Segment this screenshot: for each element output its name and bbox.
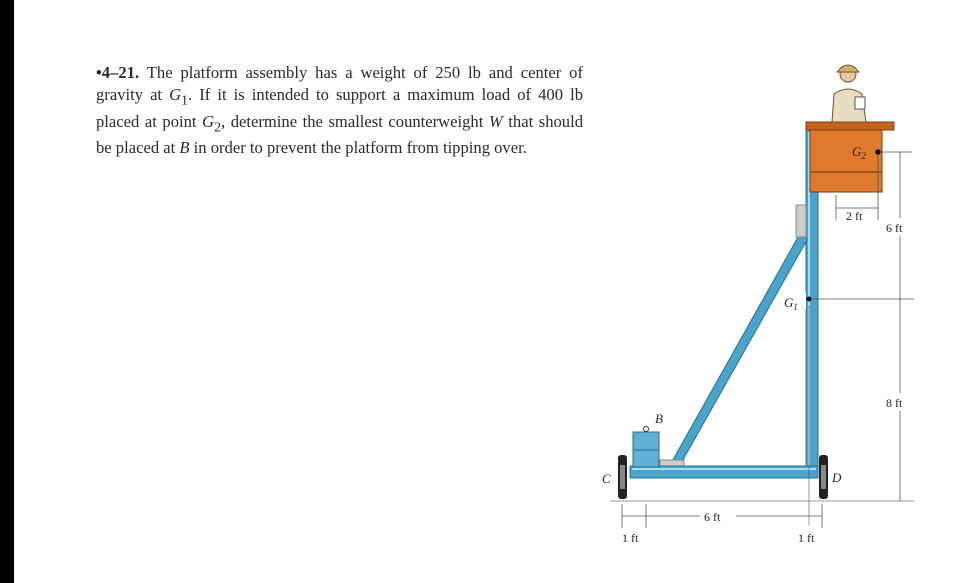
base-beam bbox=[630, 466, 818, 478]
b-symbol: B bbox=[179, 138, 190, 158]
g2-label: $G_2$ bbox=[852, 144, 866, 161]
wheel-c-hub bbox=[620, 465, 625, 489]
page bbox=[14, 0, 975, 583]
worker-clipboard bbox=[855, 97, 865, 109]
problem-text-5: in order to prevent the platform from tipping over. bbox=[189, 138, 527, 158]
problem-text-1: The platform assembly has a weight of 250 lb and center of gravity at bbox=[96, 63, 583, 104]
g1-symbol: G bbox=[169, 84, 182, 104]
diagonal-brace bbox=[670, 230, 807, 465]
problem-text-4: that should be placed at bbox=[96, 111, 584, 158]
g1-subscript: 1 bbox=[181, 91, 189, 107]
platform-figure bbox=[14, 0, 975, 583]
w-symbol: W bbox=[488, 111, 503, 131]
dim-1ft-right-label: 1 ft bbox=[798, 531, 815, 545]
brace-top-plate bbox=[796, 205, 806, 237]
g2-point bbox=[875, 149, 881, 155]
dim-1ft-left-label: 1 ft bbox=[622, 531, 639, 545]
dim-2ft-label: 2 ft bbox=[846, 209, 863, 223]
dim-6ft-horizontal-label: 6 ft bbox=[704, 510, 721, 524]
g2-subscript: 2 bbox=[214, 118, 221, 134]
dim-6ft-vertical-label: 6 ft bbox=[886, 221, 903, 235]
label-c: C bbox=[602, 471, 611, 486]
platform-bucket bbox=[810, 130, 882, 192]
wheel-d-hub bbox=[821, 465, 826, 489]
g1-label: $G_1$ bbox=[784, 295, 798, 312]
g1-point bbox=[807, 297, 812, 302]
problem-text-3: , determine the smallest counterweight bbox=[221, 111, 489, 131]
label-b: B bbox=[655, 411, 663, 426]
label-d: D bbox=[832, 470, 842, 485]
problem-text-2: . If it is intended to support a maximum load of 400 lb placed at point bbox=[96, 84, 583, 131]
problem-number: •4–21. bbox=[96, 63, 140, 82]
bucket-rim bbox=[806, 122, 894, 130]
dim-8ft-label: 8 ft bbox=[886, 396, 903, 410]
counterweight-hook bbox=[644, 427, 649, 432]
worker-helmet bbox=[837, 65, 859, 72]
g2-symbol: G bbox=[202, 111, 215, 131]
